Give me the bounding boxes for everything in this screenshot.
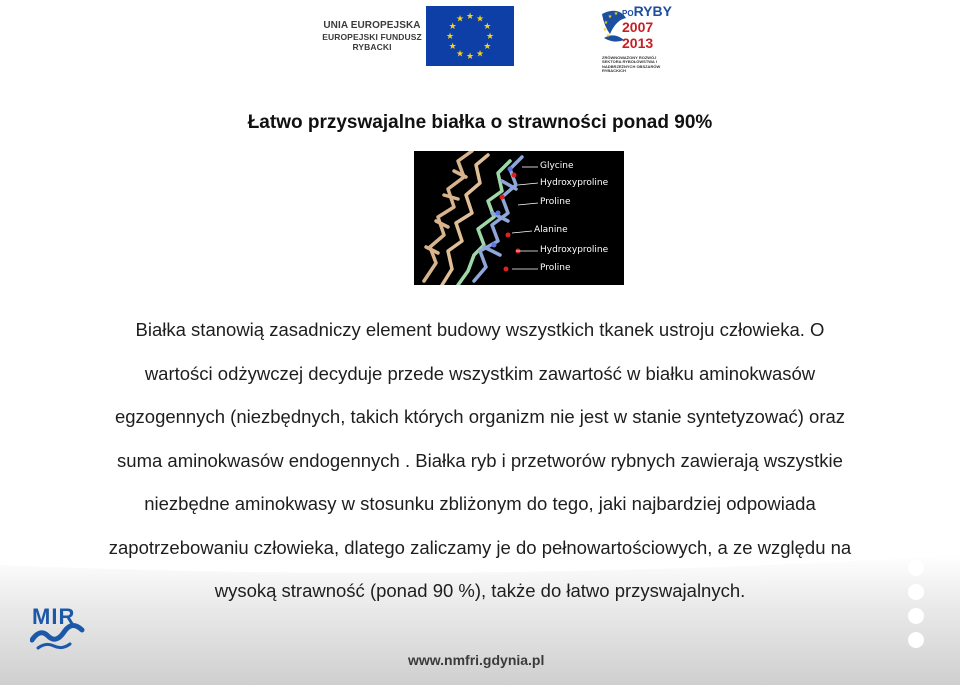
mir-logo-text: MIR bbox=[32, 604, 76, 629]
po-ryby-po: PO bbox=[622, 9, 634, 18]
po-ryby-ryby: RYBY bbox=[633, 3, 672, 19]
page-title: Łatwo przyswajalne białka o strawności ponad 90% bbox=[247, 112, 713, 133]
po-ryby-wordmark bbox=[622, 4, 672, 52]
po-ryby-year2: 2013 bbox=[622, 35, 654, 51]
paragraph-line: Białka stanowią zasadniczy element budowy wszystkich tkanek ustroju człowieka. O bbox=[135, 319, 825, 340]
svg-text:★: ★ bbox=[603, 20, 609, 26]
eu-logo-line3: RYBACKI bbox=[352, 42, 392, 52]
svg-text:★: ★ bbox=[613, 11, 619, 17]
eu-logo-line1: UNIA EUROPEJSKA bbox=[323, 19, 421, 31]
paragraph-line: niezbędne aminokwasy w stosunku zbliżonym do tego, jaki najbardziej odpowiada bbox=[144, 493, 816, 514]
eu-logo-line2: EUROPEJSKI FUNDUSZ bbox=[322, 31, 422, 42]
paragraph-line: wysoką strawność (ponad 90 %), także do łatwo przyswajalnych. bbox=[214, 580, 746, 601]
figure-label: Hydroxyproline bbox=[540, 245, 609, 255]
svg-text:★: ★ bbox=[475, 14, 485, 25]
eu-fund-logo bbox=[322, 6, 518, 66]
svg-text:★: ★ bbox=[455, 14, 465, 25]
svg-text:★: ★ bbox=[455, 49, 465, 60]
svg-text:★: ★ bbox=[483, 22, 492, 32]
eu-flag-icon bbox=[426, 6, 514, 66]
figure-label: Proline bbox=[540, 263, 571, 273]
po-ryby-logo bbox=[596, 3, 674, 74]
figure-label: Proline bbox=[540, 197, 571, 207]
figure-label: Hydroxyproline bbox=[540, 178, 609, 188]
svg-text:★: ★ bbox=[465, 12, 475, 22]
footer-url[interactable]: www.nmfri.gdynia.pl bbox=[408, 652, 545, 668]
svg-text:★: ★ bbox=[445, 32, 455, 42]
svg-text:★: ★ bbox=[483, 42, 492, 52]
paragraph-line: zapotrzebowaniu człowieka, dlatego zaliczamy je do pełnowartościowych, a ze względu na bbox=[108, 536, 852, 558]
svg-text:★: ★ bbox=[448, 42, 457, 52]
svg-text:★: ★ bbox=[607, 14, 613, 20]
figure-label: Glycine bbox=[540, 161, 574, 171]
paragraph-line: egzogennych (niezbędnych, takich których organizm nie jest w stanie syntetyzować) oraz bbox=[114, 406, 846, 427]
svg-text:★: ★ bbox=[448, 22, 457, 32]
paragraph-line: suma aminokwasów endogennych . Białka ryb i przetworów rybnych zawierają wszystkie bbox=[117, 449, 843, 471]
eu-logo-text bbox=[322, 20, 422, 52]
po-ryby-year1: 2007 bbox=[622, 19, 654, 35]
collagen-molecule-image bbox=[414, 151, 624, 285]
figure-label: Alanine bbox=[534, 225, 568, 235]
paragraph-line: wartości odżywczej decyduje przede wszystkim zawartość w białku aminokwasów bbox=[144, 362, 816, 384]
body-paragraph bbox=[30, 308, 930, 613]
svg-text:★: ★ bbox=[475, 49, 485, 60]
svg-text:★: ★ bbox=[602, 27, 608, 33]
decorative-dot bbox=[908, 632, 924, 648]
svg-text:★: ★ bbox=[465, 52, 475, 62]
svg-text:★: ★ bbox=[605, 33, 611, 39]
po-ryby-subtitle: ZRÓWNOWAŻONY ROZWÓJ SEKTORA RYBOŁÓWSTWA I NADBRZEŻNYCH OBSZARÓW RYBACKICH bbox=[602, 55, 661, 74]
svg-text:★: ★ bbox=[485, 32, 495, 42]
